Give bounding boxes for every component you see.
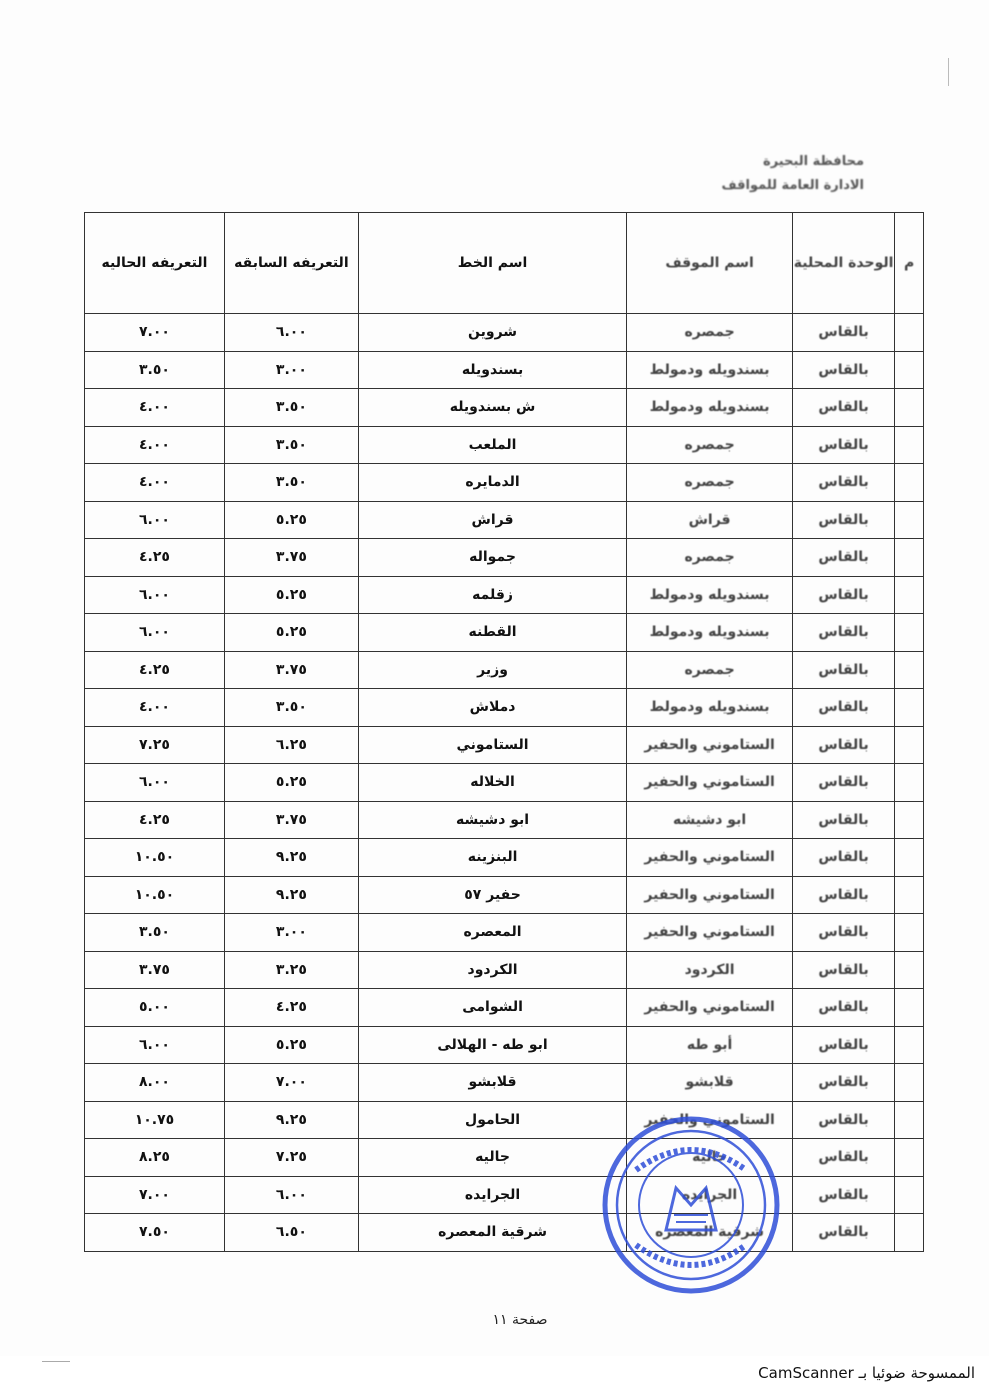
local-unit-cell: بالقاس (792, 801, 894, 839)
current-fare-cell: ٣.٧٥ (85, 951, 225, 989)
local-unit-cell: بالقاس (792, 501, 894, 539)
current-fare-cell: ٤.٢٥ (85, 651, 225, 689)
line-name-cell: شرقية المعصره (358, 1214, 626, 1252)
line-name-cell: ابو دشيشه (358, 801, 626, 839)
table-row (85, 951, 924, 989)
local-unit-cell: بالقاس (792, 1214, 894, 1252)
parking-cell: الستاموني والحفير (627, 839, 793, 877)
previous-fare-cell: ٩.٢٥ (224, 876, 358, 914)
previous-fare-cell: ٦.٢٥ (224, 726, 358, 764)
line-name-cell: حفير ٥٧ (358, 876, 626, 914)
current-fare-cell: ٧.٢٥ (85, 726, 225, 764)
row-number-cell (895, 501, 924, 539)
table-body (85, 314, 924, 1252)
previous-fare-cell: ٣.٥٠ (224, 689, 358, 727)
current-fare-cell: ٤.٢٥ (85, 801, 225, 839)
row-number-cell (895, 764, 924, 802)
table-row (85, 539, 924, 577)
previous-fare-cell: ٣.٥٠ (224, 389, 358, 427)
parking-cell: شرقية المعصره (627, 1214, 793, 1252)
current-fare-cell: ١٠.٥٠ (85, 839, 225, 877)
row-number-cell (895, 426, 924, 464)
previous-fare-cell: ٦.٥٠ (224, 1214, 358, 1252)
row-number-cell (895, 389, 924, 427)
local-unit-cell: بالقاس (792, 726, 894, 764)
current-fare-cell: ٤.٠٠ (85, 464, 225, 502)
table-row (85, 801, 924, 839)
table-row (85, 576, 924, 614)
previous-fare-cell: ٥.٢٥ (224, 576, 358, 614)
table-row (85, 839, 924, 877)
line-name-cell: القطنه (358, 614, 626, 652)
current-fare-cell: ٦.٠٠ (85, 501, 225, 539)
previous-fare-cell: ٣.٠٠ (224, 914, 358, 952)
row-number-cell (895, 801, 924, 839)
row-number-cell (895, 1026, 924, 1064)
table-header-row (85, 213, 924, 314)
previous-fare-cell: ٣.٧٥ (224, 801, 358, 839)
local-unit-cell: بالقاس (792, 464, 894, 502)
column-header-current-fare: التعريفه الحاليه (85, 213, 225, 314)
previous-fare-cell: ٥.٢٥ (224, 501, 358, 539)
local-unit-cell: بالقاس (792, 989, 894, 1027)
table-row (85, 501, 924, 539)
current-fare-cell: ٦.٠٠ (85, 764, 225, 802)
line-name-cell: الستاموني (358, 726, 626, 764)
row-number-cell (895, 351, 924, 389)
line-name-cell: قراش (358, 501, 626, 539)
table-row (85, 464, 924, 502)
row-number-cell (895, 651, 924, 689)
local-unit-cell: بالقاس (792, 764, 894, 802)
local-unit-cell: بالقاس (792, 951, 894, 989)
row-number-cell (895, 314, 924, 352)
local-unit-cell: بالقاس (792, 914, 894, 952)
current-fare-cell: ٧.٥٠ (85, 1214, 225, 1252)
local-unit-cell: بالقاس (792, 539, 894, 577)
table-row (85, 651, 924, 689)
parking-cell: ابو دشيشه (627, 801, 793, 839)
current-fare-cell: ٤.٠٠ (85, 389, 225, 427)
line-name-cell: الكردود (358, 951, 626, 989)
local-unit-cell: بالقاس (792, 876, 894, 914)
line-name-cell: شروين (358, 314, 626, 352)
corner-mark (940, 58, 949, 86)
previous-fare-cell: ٣.٧٥ (224, 539, 358, 577)
parking-cell: الستاموني والحفير (627, 1101, 793, 1139)
parking-cell: بسندويله ودمولط (627, 351, 793, 389)
previous-fare-cell: ٥.٢٥ (224, 1026, 358, 1064)
line-name-cell: الحامول (358, 1101, 626, 1139)
previous-fare-cell: ٩.٢٥ (224, 839, 358, 877)
table-row (85, 351, 924, 389)
line-name-cell: وزير (358, 651, 626, 689)
parking-cell: بسندويله ودمولط (627, 576, 793, 614)
line-name-cell: دملاش (358, 689, 626, 727)
local-unit-cell: بالقاس (792, 351, 894, 389)
parking-cell: الستاموني والحفير (627, 764, 793, 802)
row-number-cell (895, 1139, 924, 1177)
table-row (85, 689, 924, 727)
row-number-cell (895, 989, 924, 1027)
row-number-cell (895, 951, 924, 989)
line-name-cell: الخلاله (358, 764, 626, 802)
local-unit-cell: بالقاس (792, 689, 894, 727)
local-unit-cell: بالقاس (792, 426, 894, 464)
current-fare-cell: ١٠.٧٥ (85, 1101, 225, 1139)
previous-fare-cell: ٣.٥٠ (224, 426, 358, 464)
parking-cell: بسندويله ودمولط (627, 389, 793, 427)
current-fare-cell: ٧.٠٠ (85, 314, 225, 352)
parking-cell: أبو طه (627, 1026, 793, 1064)
scanner-tick-mark (42, 1361, 70, 1362)
table-row (85, 1101, 924, 1139)
row-number-cell (895, 689, 924, 727)
parking-cell: الستاموني والحفير (627, 726, 793, 764)
row-number-cell (895, 539, 924, 577)
parking-cell: الستاموني والحفير (627, 989, 793, 1027)
local-unit-cell: بالقاس (792, 651, 894, 689)
line-name-cell: جمواله (358, 539, 626, 577)
table-row (85, 726, 924, 764)
current-fare-cell: ٤.٠٠ (85, 689, 225, 727)
current-fare-cell: ٣.٥٠ (85, 351, 225, 389)
line-name-cell: زقلمه (358, 576, 626, 614)
previous-fare-cell: ٧.٢٥ (224, 1139, 358, 1177)
previous-fare-cell: ٣.٢٥ (224, 951, 358, 989)
line-name-cell: جاليه (358, 1139, 626, 1177)
current-fare-cell: ٣.٥٠ (85, 914, 225, 952)
document-header (644, 150, 864, 198)
parking-cell: جمصره (627, 314, 793, 352)
line-name-cell: ابو طه - الهلالى (358, 1026, 626, 1064)
current-fare-cell: ٤.٠٠ (85, 426, 225, 464)
previous-fare-cell: ٦.٠٠ (224, 314, 358, 352)
tariff-table (84, 212, 924, 1252)
local-unit-cell: بالقاس (792, 314, 894, 352)
previous-fare-cell: ٥.٢٥ (224, 614, 358, 652)
parking-cell: بسندويله ودمولط (627, 689, 793, 727)
parking-cell: الكردود (627, 951, 793, 989)
table-row (85, 1176, 924, 1214)
local-unit-cell: بالقاس (792, 576, 894, 614)
previous-fare-cell: ٩.٢٥ (224, 1101, 358, 1139)
line-name-cell: البنزينه (358, 839, 626, 877)
previous-fare-cell: ٤.٢٥ (224, 989, 358, 1027)
local-unit-cell: بالقاس (792, 1176, 894, 1214)
column-header-local-unit: الوحدة المحلية (792, 213, 894, 314)
previous-fare-cell: ٧.٠٠ (224, 1064, 358, 1102)
row-number-cell (895, 839, 924, 877)
table-row (85, 764, 924, 802)
current-fare-cell: ٤.٢٥ (85, 539, 225, 577)
table-row (85, 876, 924, 914)
local-unit-cell: بالقاس (792, 1139, 894, 1177)
parking-cell: جمصره (627, 539, 793, 577)
previous-fare-cell: ٣.٥٠ (224, 464, 358, 502)
table-row (85, 989, 924, 1027)
row-number-cell (895, 1101, 924, 1139)
previous-fare-cell: ٥.٢٥ (224, 764, 358, 802)
parking-cell: الستاموني والحفير (627, 876, 793, 914)
row-number-cell (895, 1214, 924, 1252)
local-unit-cell: بالقاس (792, 614, 894, 652)
local-unit-cell: بالقاس (792, 389, 894, 427)
current-fare-cell: ٦.٠٠ (85, 614, 225, 652)
current-fare-cell: ٨.٢٥ (85, 1139, 225, 1177)
table-row (85, 389, 924, 427)
row-number-cell (895, 464, 924, 502)
parking-cell: قلابشو (627, 1064, 793, 1102)
parking-cell: جاليه (627, 1139, 793, 1177)
line-name-cell: المعصره (358, 914, 626, 952)
row-number-cell (895, 876, 924, 914)
current-fare-cell: ٧.٠٠ (85, 1176, 225, 1214)
column-header-parking: اسم الموقف (627, 213, 793, 314)
column-header-previous-fare: التعريفه السابقه (224, 213, 358, 314)
table-row (85, 1214, 924, 1252)
table-row (85, 914, 924, 952)
parking-cell: بسندويله ودمولط (627, 614, 793, 652)
header-line-governorate: محافظة البحيرة (763, 154, 864, 169)
line-name-cell: قلابشو (358, 1064, 626, 1102)
page-number: صفحة ١١ (492, 1312, 548, 1328)
table-row (85, 314, 924, 352)
table-row (85, 614, 924, 652)
current-fare-cell: ١٠.٥٠ (85, 876, 225, 914)
current-fare-cell: ٦.٠٠ (85, 1026, 225, 1064)
previous-fare-cell: ٣.٠٠ (224, 351, 358, 389)
parking-cell: الستاموني والحفير (627, 914, 793, 952)
current-fare-cell: ٨.٠٠ (85, 1064, 225, 1102)
parking-cell: جمصره (627, 651, 793, 689)
current-fare-cell: ٥.٠٠ (85, 989, 225, 1027)
line-name-cell: الملعب (358, 426, 626, 464)
current-fare-cell: ٦.٠٠ (85, 576, 225, 614)
row-number-cell (895, 614, 924, 652)
parking-cell: الجرايده (627, 1176, 793, 1214)
row-number-cell (895, 1064, 924, 1102)
line-name-cell: الشوامى (358, 989, 626, 1027)
row-number-cell (895, 576, 924, 614)
previous-fare-cell: ٦.٠٠ (224, 1176, 358, 1214)
row-number-cell (895, 726, 924, 764)
table-row (85, 426, 924, 464)
parking-cell: قراش (627, 501, 793, 539)
table-row (85, 1139, 924, 1177)
line-name-cell: ش بسندويله (358, 389, 626, 427)
local-unit-cell: بالقاس (792, 1026, 894, 1064)
row-number-cell (895, 1176, 924, 1214)
parking-cell: جمصره (627, 426, 793, 464)
parking-cell: جمصره (627, 464, 793, 502)
header-line-department: الادارة العامة للمواقف (721, 178, 864, 193)
previous-fare-cell: ٣.٧٥ (224, 651, 358, 689)
table-row (85, 1026, 924, 1064)
line-name-cell: الدمايره (358, 464, 626, 502)
local-unit-cell: بالقاس (792, 1101, 894, 1139)
line-name-cell: الجرايده (358, 1176, 626, 1214)
column-header-number: م (895, 213, 924, 314)
line-name-cell: بسندويله (358, 351, 626, 389)
camscanner-watermark: الممسوحة ضوئيا بـ CamScanner (758, 1364, 975, 1382)
column-header-line-name: اسم الخط (358, 213, 626, 314)
local-unit-cell: بالقاس (792, 1064, 894, 1102)
table-row (85, 1064, 924, 1102)
row-number-cell (895, 914, 924, 952)
local-unit-cell: بالقاس (792, 839, 894, 877)
